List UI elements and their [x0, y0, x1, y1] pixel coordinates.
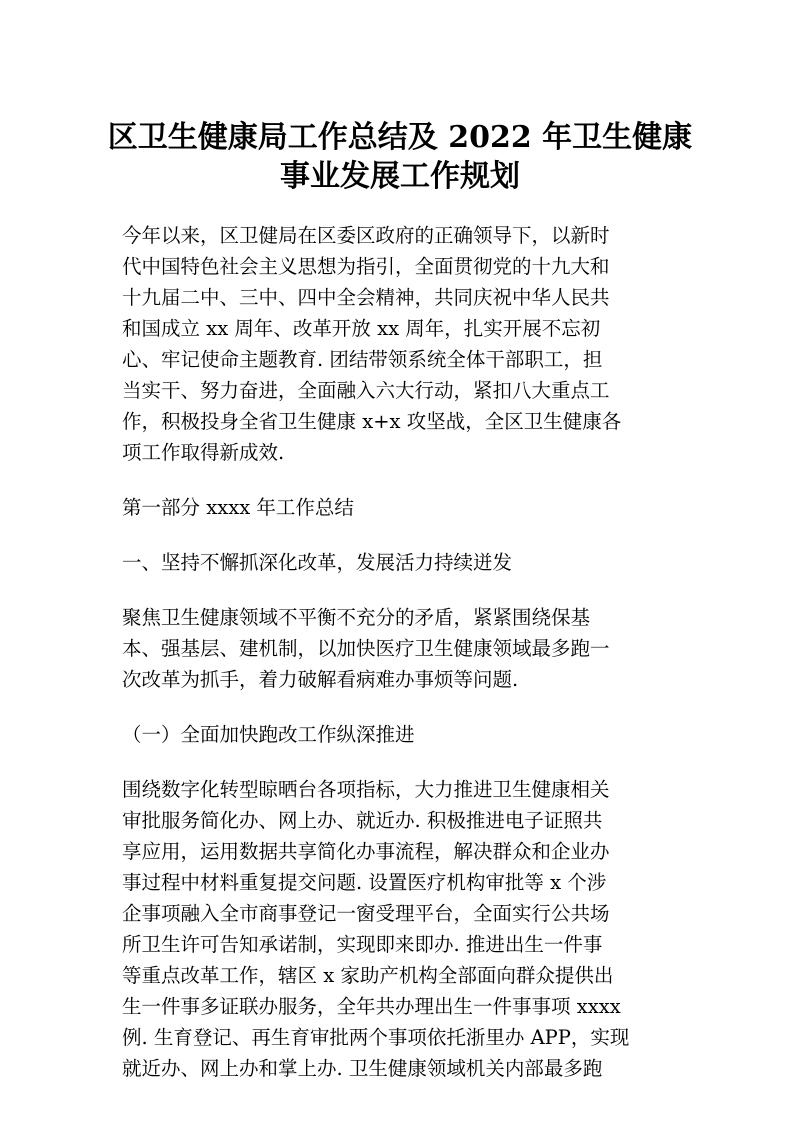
paragraph-3-line: 就近办、网上办和掌上办. 卫生健康领域机关内部最多跑 — [122, 1057, 603, 1080]
part-1-heading: 第一部分 xxxx 年工作总结 — [122, 496, 354, 519]
paragraph-3-line: 所卫生许可告知承诺制，实现即来即办. 推进出生一件事 — [122, 933, 603, 956]
paragraph-1-line: 今年以来，区卫健局在区委区政府的正确领导下，以新时 — [122, 224, 610, 247]
paragraph-2-line: 本、强基层、建机制，以加快医疗卫生健康领域最多跑一 — [122, 637, 610, 660]
paragraph-1-line: 作，积极投身全省卫生健康 x+x 攻坚战，全区卫生健康各 — [122, 410, 622, 433]
paragraph-2-line: 次改革为抓手，着力破解看病难办事烦等问题. — [122, 668, 519, 691]
document-title-line-1: 区卫生健康局工作总结及 2022 年卫生健康 — [107, 120, 693, 155]
paragraph-3-line: 围绕数字化转型晾晒台各项指标，大力推进卫生健康相关 — [122, 778, 610, 801]
paragraph-2-line: 聚焦卫生健康领域不平衡不充分的矛盾，紧紧围绕保基 — [122, 606, 591, 629]
paragraph-1-line: 心、牢记使命主题教育. 团结带领系统全体干部职工，担 — [122, 348, 603, 371]
paragraph-3-line: 事过程中材料重复提交问题. 设置医疗机构审批等 x 个涉 — [122, 871, 607, 894]
subsection-1-heading: （一）全面加快跑改工作纵深推进 — [122, 723, 415, 746]
paragraph-1-line: 十九届二中、三中、四中全会精神，共同庆祝中华人民共 — [122, 286, 610, 309]
paragraph-1-line: 项工作取得新成效. — [122, 441, 285, 464]
paragraph-1-line: 当实干、努力奋进，全面融入六大行动，紧扣八大重点工 — [122, 379, 610, 402]
paragraph-3-line: 生一件事多证联办服务，全年共办理出生一件事事项 xxxx — [122, 995, 621, 1018]
paragraph-1-line: 和国成立 xx 周年、改革开放 xx 周年，扎实开展不忘初 — [122, 317, 601, 340]
paragraph-3-line: 享应用，运用数据共享简化办事流程，解决群众和企业办 — [122, 840, 610, 863]
paragraph-3-line: 例. 生育登记、再生育审批两个事项依托浙里办 APP，实现 — [122, 1026, 630, 1049]
paragraph-3-line: 等重点改革工作，辖区 x 家助产机构全部面向群众提供出 — [122, 964, 614, 987]
document-title-line-2: 事业发展工作规划 — [280, 159, 520, 194]
section-1-heading: 一、坚持不懈抓深化改革，发展活力持续迸发 — [122, 551, 513, 574]
paragraph-3-line: 企事项融入全市商事登记一窗受理平台，全面实行公共场 — [122, 902, 610, 925]
paragraph-1-line: 代中国特色社会主义思想为指引，全面贯彻党的十九大和 — [122, 255, 610, 278]
paragraph-3-line: 审批服务简化办、网上办、就近办. 积极推进电子证照共 — [122, 809, 603, 832]
